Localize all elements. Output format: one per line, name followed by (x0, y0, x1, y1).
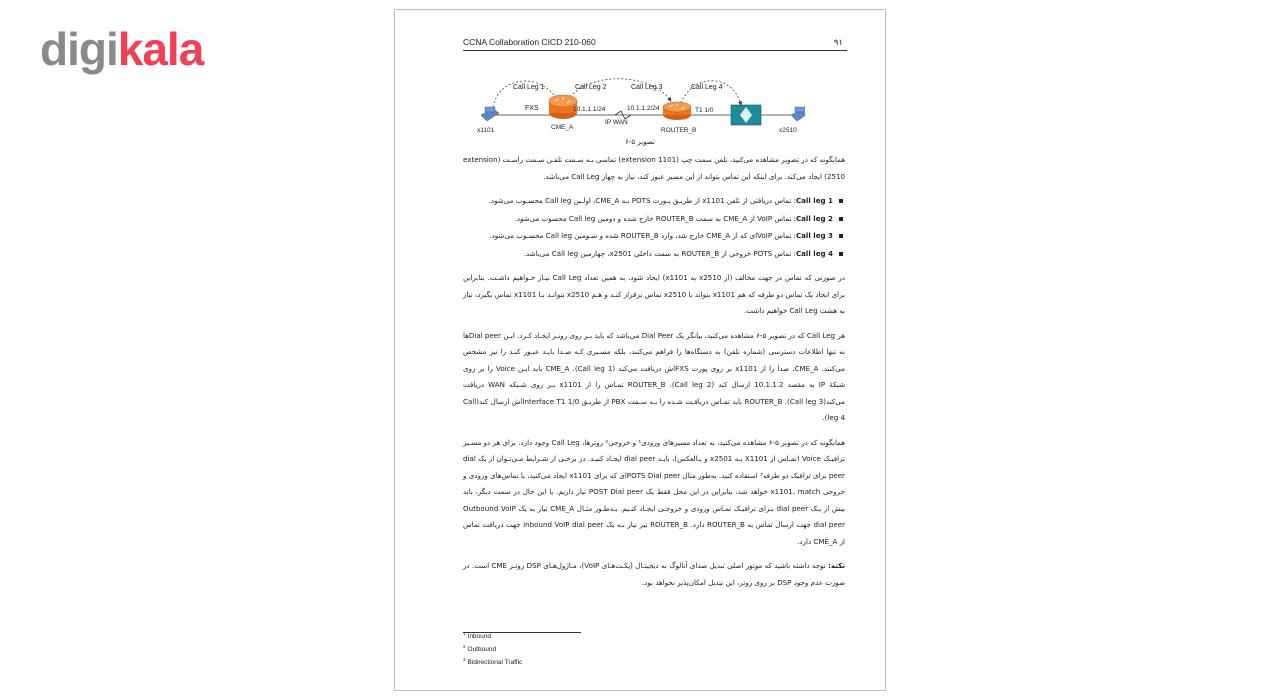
fxs-label: FXS (525, 105, 539, 112)
paragraph-2: در صورتی که تماس در جهت مخالف (از x2510 به x1101) ایجاد شود، به همین تعداد Call Leg نیـاز خـواهیم داشـت. بنابراین برای ایجاد یک تماس دو طرفه که هم x1101 بتواند با x2510 تماس برقرار کنـد و هـم x2510 بتوانـد بـا x1101 تماس بگیرد، نیاز به هشت Call Leg خواهیم داشت. (463, 273, 845, 315)
logo-part-kala: kala (117, 23, 204, 75)
paragraph-1: همانگونه که در تصویر مشاهده می‌کنید، تلفن سمت چپ (extension 1101) تماسی بـه سـمت تلفـن سـمت راسـت (extension 2510) ایجاد می‌کند. برای اینکه این تماس بتواند از این مسیر عبور کند، نیاز به چهار Call Leg می‌باشد. (463, 155, 845, 181)
paragraph-3: هر Call Leg که در تصویر ۵-۶ مشاهده می‌کنید، بیانگر یک Dial Peer می‌باشد که باید بـر روی روتـر ایجـاد کـرد. ایـن Dial peerها نه تنها اطلاعات دسترسی (شماره تلفن) به دستگاه‌ها را فراهم می‌کنند، بلکه مسـیری کـه صـدا بایـد عبـور کنـد را نیز مشخص می‌کنند. CME_A، صدا را از x1101 بر روی پورت FXSاش دریافت می‌کند (Call leg 1). CME_A باید ایـن Voice را بر روی شبکهٔ IP به مقصد 10.1.1.2 ارسال کند (Call leg 2). ROUTER_B تمـاس را از x1101 بـر روی شـبکه WAN دریافت می‌کند(Call leg 3). ROUTER_B باید تمـاس دریافـت شـده را بـه سـمت PBX از طریـق Interface T1 1/0اش ارسال کند(Call leg 4). (463, 330, 846, 422)
leg4-label: Call Leg 4 (691, 84, 723, 91)
call-leg-list (463, 193, 845, 262)
note-text: توجه داشته باشید که موتور اصلی تبدیل صدای آنالوگ به دیجیتـال (پکـت‌هـای VoIP)، مـاژول‌هـای DSP روتـر CME است. در صورت عدم وجود DSP بر روی روتر، این تبدیل امکان‌پذیر نخواهد بود. (463, 561, 845, 587)
list-item-label: Call leg 2 (795, 213, 833, 223)
phone-x1101-icon (481, 107, 499, 121)
book-page (394, 9, 886, 691)
router-b-icon (663, 102, 691, 120)
list-item (463, 211, 833, 228)
list-item (463, 228, 833, 245)
list-item-text: : تماس VoIPای که از CME_A خارج شد، وارد ROUTER_B شده و سـومین Call leg محسـوب می‌شود. (489, 231, 796, 240)
list-item-label: Call leg 1 (795, 196, 833, 205)
footnote-3: $^3$ Bidirectional Traffic (463, 657, 523, 667)
footnotes (463, 629, 522, 668)
logo-part-digi: digi (40, 23, 118, 75)
leg3-label: Call Leg 3 (631, 84, 663, 91)
ip2-label: 10.1.1.2/24 (627, 105, 660, 112)
leg2-label: Call Leg 2 (575, 84, 607, 91)
list-item (463, 246, 833, 263)
t1-label: T1 1/0 (695, 107, 714, 114)
paragraph-4: همانگونه که در تصویر ۵-۶ مشاهده می‌کنید، به تعداد مسیرهای ورودی¹ و خروجی² روترها، Call Leg وجود دارد. برای هر دو مسـیر ترافیـک Voice (تمـاس از X1101 بـه x2501 و بـالعکس)، بایـد dial peer ایجـاد کنیـد. در برخـی از شـرایط مـی‌تـوان از یک dial peer برای ترافیک دو طرفه³ استفاده کنید. به‌طور مثال POTS Dial peerای که برای x1101 ایجاد می‌کنید، با تماس‌های ورودی و خروجی x1101، match خواهد شد، بنابراین در این محل فقط یک POST Dial peer نیاز داریم. با این حال در سمت دیگر، باید بیش از یـک dial peer بـرای ترافیـک تمـاس ورودی و خروجـی ایجـاد کنـیم. بـه‌طـور مثـال CME_A نیاز به یک Outbound VoIP dial peer جهت ارسال تماس به ROUTER_B دارد. ROUTER_B نیز نیاز بـه یک inbound VoIP dial peer جهت دریافت تماس از CME_A دارد. (463, 437, 846, 546)
phone2-label: x2510 (779, 127, 797, 134)
footnote-2: $^2$ Outbound (463, 644, 497, 654)
phone1-label: x1101 (477, 127, 495, 134)
ipwan-label: IP WAN (605, 119, 628, 126)
list-item-text: : تماس دریافتی از تلفن x1101 از طریـق پـورت POTS بـه CME_A، اولـین Call leg محسـوب می‌شود. (488, 196, 796, 205)
list-item (463, 193, 833, 210)
page-header (463, 36, 847, 51)
digikala-logo[interactable] (40, 23, 204, 75)
list-item-text: : تماس POTS خروجی از ROUTER_B به سمت داخلی x2501، چهارمین Call leg می‌باشد. (523, 248, 796, 258)
note-paragraph (463, 558, 845, 591)
ip1-label: 10.1.1.1/24 (573, 106, 606, 113)
leg1-label: Call Leg 1 (513, 84, 545, 91)
list-item-label: Call leg 3 (795, 231, 833, 240)
pbx-device-icon (731, 105, 761, 125)
page-body (463, 152, 845, 599)
cme-label: CME_A (551, 124, 574, 131)
phone-x2510-icon (791, 107, 805, 121)
call-leg-diagram (475, 77, 805, 137)
list-item-text: : تماس VoIP از CME_A به سمت ROUTER_B خارج شده و دومین Call leg محسوب می‌شود. (514, 213, 796, 223)
note-label: نکته: (828, 561, 845, 570)
router-label: ROUTER_B (661, 127, 697, 134)
header-title: CCNA Collaboration CICD 210-060 (463, 37, 596, 47)
footnote-1: $^1$ Inbound (463, 631, 492, 641)
list-item-label: Call leg 4 (795, 248, 833, 258)
page-number: ۹۱ (833, 37, 843, 47)
figure-caption: تصویر ۵-۶ (625, 138, 655, 146)
